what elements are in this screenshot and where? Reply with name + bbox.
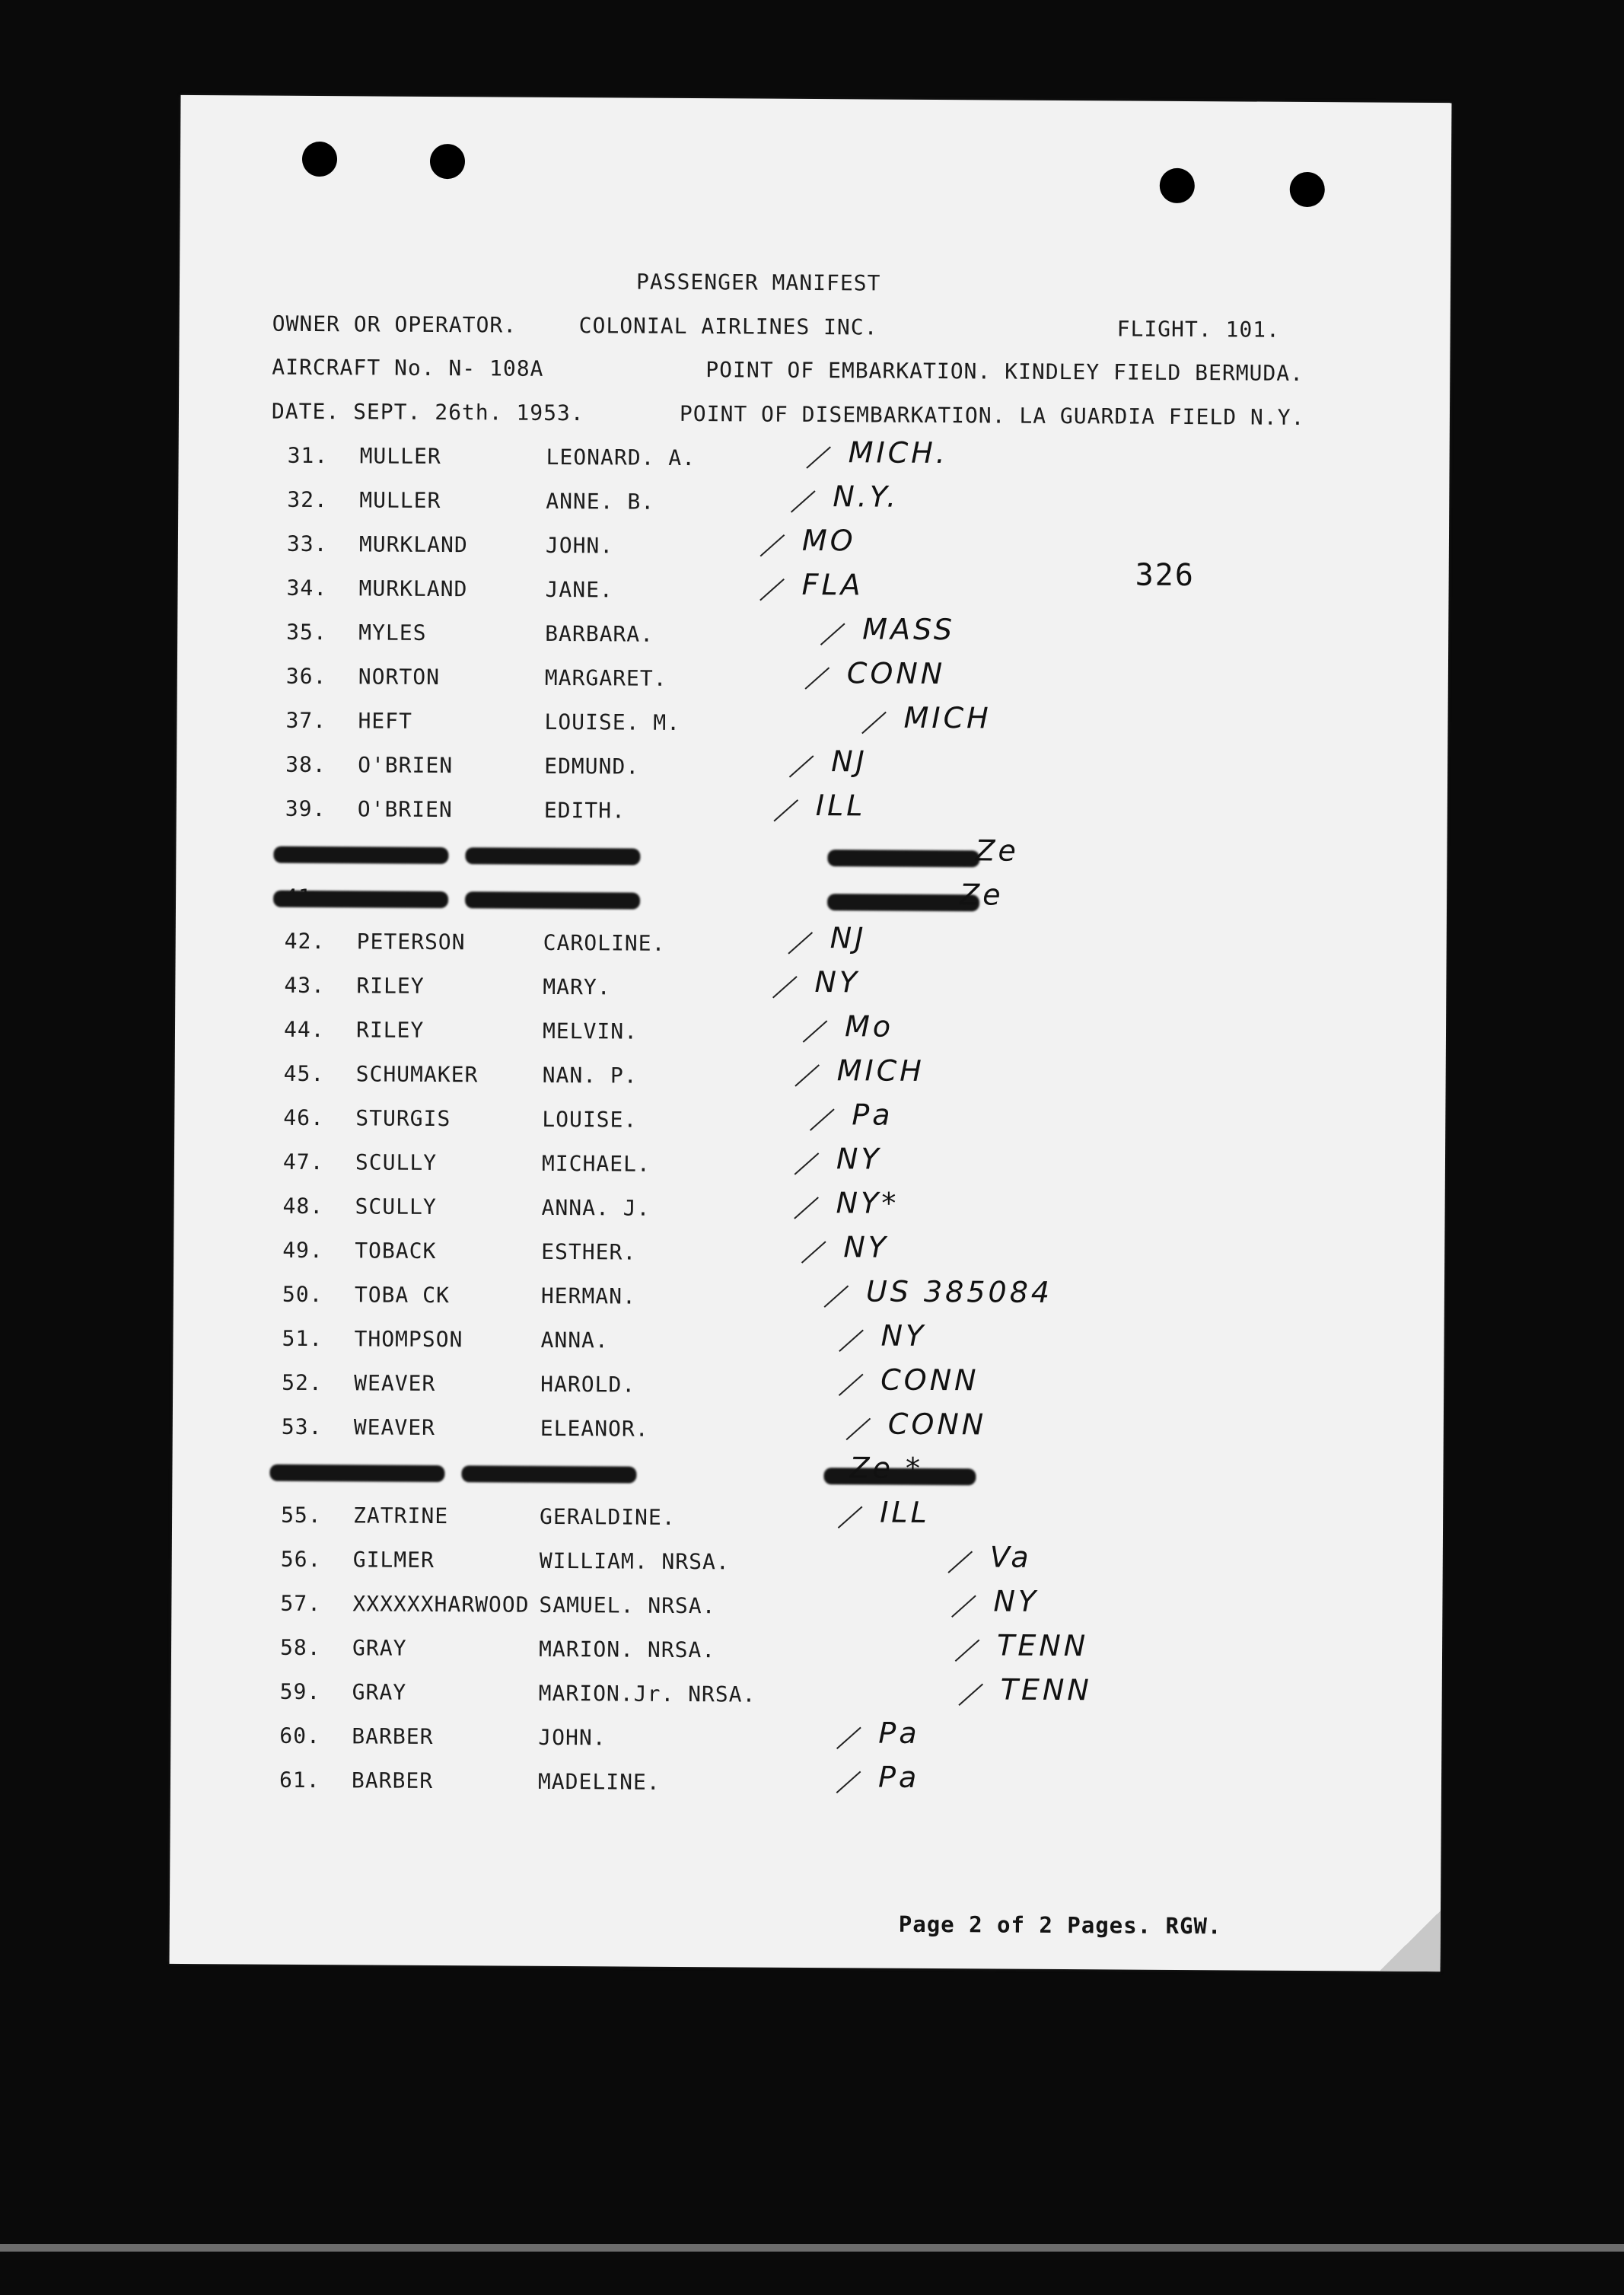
passenger-last-name: MULLER bbox=[359, 443, 441, 470]
handwritten-state-annotation: NJ bbox=[830, 921, 867, 955]
passenger-number: 46. bbox=[283, 1104, 324, 1131]
handwritten-state-annotation: CONN bbox=[846, 656, 946, 691]
passenger-number: 34. bbox=[286, 575, 328, 601]
passenger-row bbox=[174, 1186, 1239, 1230]
passenger-last-name: WEAVER bbox=[354, 1370, 436, 1396]
passenger-first-name: SAMUEL. NRSA. bbox=[539, 1592, 716, 1619]
passenger-row bbox=[174, 1098, 1240, 1142]
passenger-row bbox=[178, 480, 1243, 524]
passenger-number: 38. bbox=[285, 751, 326, 778]
passenger-last-name: SCULLY bbox=[355, 1194, 437, 1220]
passenger-last-name: WEAVER bbox=[353, 1414, 436, 1440]
passenger-row bbox=[178, 435, 1243, 480]
handwritten-state-annotation: NY bbox=[993, 1584, 1040, 1618]
handwritten-state-annotation: Pa bbox=[877, 1760, 920, 1794]
handwritten-state-annotation: MO bbox=[801, 523, 856, 558]
check-mark bbox=[772, 976, 798, 998]
handwritten-state-annotation: CONN bbox=[880, 1363, 979, 1398]
passenger-row bbox=[177, 789, 1242, 833]
manifest-date: DATE. SEPT. 26th. 1953. bbox=[271, 398, 584, 426]
handwritten-state-annotation: NY* bbox=[836, 1186, 900, 1220]
handwritten-state-annotation: TENN bbox=[1000, 1672, 1092, 1707]
passenger-last-name: RILEY bbox=[356, 973, 425, 999]
passenger-number: 60. bbox=[279, 1723, 321, 1749]
redacted-passenger-row bbox=[172, 1451, 1237, 1495]
passenger-row bbox=[175, 1009, 1240, 1053]
passenger-number: 35. bbox=[286, 619, 327, 645]
passenger-last-name: GILMER bbox=[352, 1547, 435, 1573]
passenger-first-name: NAN. P. bbox=[542, 1062, 638, 1089]
scanner-edge-strip bbox=[0, 2244, 1624, 2252]
handwritten-state-annotation: Ze bbox=[975, 834, 1020, 868]
passenger-number: 57. bbox=[280, 1590, 322, 1617]
passenger-number: 48. bbox=[282, 1193, 324, 1219]
passenger-last-name: TOBACK bbox=[355, 1238, 437, 1264]
check-mark bbox=[801, 1241, 826, 1263]
passenger-last-name: STURGIS bbox=[355, 1105, 451, 1132]
redacted-passenger-row bbox=[176, 834, 1241, 877]
check-mark bbox=[791, 490, 816, 512]
passenger-first-name: ANNA. bbox=[540, 1327, 609, 1353]
check-mark bbox=[839, 1374, 864, 1396]
passenger-number: 42. bbox=[284, 928, 326, 955]
folded-corner bbox=[1379, 1911, 1440, 1971]
passenger-last-name: O'BRIEN bbox=[357, 796, 453, 823]
passenger-first-name: JANE. bbox=[545, 576, 613, 603]
handwritten-state-annotation: Mo bbox=[844, 1009, 894, 1044]
passenger-number: 47. bbox=[282, 1149, 324, 1175]
handwritten-state-annotation: Ze * bbox=[849, 1451, 924, 1485]
passenger-last-name: MYLES bbox=[358, 620, 427, 645]
passenger-number: 37. bbox=[285, 707, 327, 734]
handwritten-state-annotation: MASS bbox=[862, 612, 956, 647]
punch-hole bbox=[430, 144, 465, 179]
check-mark bbox=[861, 712, 887, 734]
passenger-last-name: SCULLY bbox=[355, 1149, 438, 1176]
passenger-number: 55. bbox=[281, 1502, 322, 1528]
check-mark bbox=[788, 932, 813, 954]
check-mark bbox=[794, 1197, 819, 1219]
passenger-number: 61. bbox=[279, 1767, 320, 1793]
passenger-row bbox=[170, 1716, 1236, 1760]
passenger-row bbox=[177, 656, 1243, 700]
operator-name: COLONIAL AIRLINES INC. bbox=[578, 313, 878, 340]
check-mark bbox=[839, 1330, 864, 1352]
passenger-row bbox=[171, 1628, 1237, 1672]
flight-number: FLIGHT. 101. bbox=[1116, 316, 1281, 343]
handwritten-state-annotation: US 385084 bbox=[865, 1274, 1053, 1309]
handwritten-state-annotation: NY bbox=[843, 1230, 890, 1264]
handwritten-state-annotation: NJ bbox=[831, 744, 868, 779]
handwritten-state-annotation: Va bbox=[989, 1540, 1032, 1574]
passenger-last-name: MULLER bbox=[359, 487, 441, 514]
passenger-first-name: MARY. bbox=[543, 974, 611, 1000]
manifest-page bbox=[170, 95, 1452, 1971]
check-mark bbox=[955, 1640, 980, 1662]
passenger-number: 31. bbox=[287, 442, 329, 469]
check-mark bbox=[836, 1727, 861, 1749]
passenger-first-name: WILLIAM. NRSA. bbox=[539, 1548, 730, 1575]
handwritten-state-annotation: NY bbox=[814, 965, 861, 999]
handwritten-state-annotation: FLA bbox=[801, 567, 864, 602]
passenger-row bbox=[173, 1363, 1238, 1407]
passenger-row bbox=[174, 1274, 1239, 1318]
passenger-first-name: LEONARD. A. bbox=[546, 444, 696, 471]
passenger-last-name: O'BRIEN bbox=[358, 752, 454, 779]
passenger-number: 50. bbox=[282, 1281, 323, 1308]
passenger-first-name: HAROLD. bbox=[540, 1371, 636, 1398]
passenger-last-name: MURKLAND bbox=[358, 575, 468, 602]
handwritten-state-annotation: NY bbox=[880, 1318, 927, 1353]
point-of-disembarkation: POINT OF DISEMBARKATION. LA GUARDIA FIELD N.Y. bbox=[679, 400, 1305, 430]
handwritten-state-annotation: MICH bbox=[903, 700, 992, 735]
redaction-mark bbox=[461, 1465, 636, 1483]
redaction-mark bbox=[273, 891, 448, 908]
handwritten-state-annotation: ILL bbox=[815, 789, 866, 823]
passenger-first-name: MARION.Jr. NRSA. bbox=[538, 1680, 756, 1707]
check-mark bbox=[760, 534, 785, 556]
passenger-number: 59. bbox=[279, 1678, 321, 1705]
check-mark bbox=[804, 667, 830, 689]
handwritten-state-annotation: Ze bbox=[959, 878, 1004, 912]
passenger-number: 52. bbox=[282, 1369, 323, 1396]
passenger-row bbox=[170, 1760, 1236, 1804]
passenger-row bbox=[176, 921, 1241, 965]
passenger-row bbox=[174, 1230, 1239, 1274]
passenger-number: 56. bbox=[280, 1546, 322, 1573]
passenger-row bbox=[173, 1407, 1238, 1451]
passenger-row bbox=[175, 1053, 1240, 1098]
passenger-number: 33. bbox=[286, 531, 328, 557]
handwritten-state-annotation: MICH bbox=[836, 1053, 925, 1088]
passenger-number: 32. bbox=[287, 486, 328, 513]
passenger-first-name: MICHAEL. bbox=[541, 1150, 651, 1177]
check-mark bbox=[773, 799, 798, 821]
check-mark bbox=[951, 1595, 976, 1618]
passenger-last-name: ZATRINE bbox=[353, 1503, 449, 1529]
manifest-title: PASSENGER MANIFEST bbox=[635, 269, 881, 296]
handwritten-state-annotation: N.Y. bbox=[833, 480, 900, 514]
redaction-mark bbox=[827, 894, 979, 911]
passenger-row bbox=[173, 1318, 1238, 1363]
passenger-last-name: GRAY bbox=[352, 1635, 407, 1661]
redaction-mark bbox=[465, 847, 640, 865]
passenger-row bbox=[177, 744, 1242, 789]
passenger-first-name: ELEANOR. bbox=[540, 1415, 649, 1442]
passenger-first-name: GERALDINE. bbox=[540, 1503, 676, 1530]
passenger-last-name: NORTON bbox=[358, 664, 441, 690]
passenger-first-name: ANNE. B. bbox=[546, 488, 655, 515]
passenger-number: 53. bbox=[281, 1414, 323, 1440]
passenger-first-name: LOUISE. M. bbox=[544, 709, 681, 735]
passenger-number: 36. bbox=[285, 663, 327, 690]
passenger-last-name: PETERSON bbox=[356, 929, 466, 955]
passenger-first-name: BARBARA. bbox=[545, 620, 654, 647]
check-mark bbox=[794, 1152, 820, 1175]
punch-hole bbox=[302, 142, 337, 177]
page-footer: Page 2 of 2 Pages. RGW. bbox=[898, 1911, 1222, 1940]
punch-hole bbox=[1290, 172, 1325, 207]
passenger-last-name: BARBER bbox=[351, 1767, 434, 1793]
redaction-mark bbox=[269, 1465, 444, 1482]
passenger-row bbox=[171, 1672, 1237, 1716]
passenger-row bbox=[174, 1142, 1240, 1186]
passenger-last-name: SCHUMAKER bbox=[355, 1061, 479, 1088]
passenger-first-name: MADELINE. bbox=[537, 1768, 661, 1795]
passenger-number: 44. bbox=[283, 1016, 325, 1043]
redaction-mark bbox=[827, 849, 979, 867]
passenger-last-name: TOBA CK bbox=[354, 1282, 451, 1308]
passenger-row bbox=[177, 700, 1242, 744]
check-mark bbox=[803, 1020, 828, 1042]
passenger-number: 49. bbox=[282, 1237, 323, 1264]
redaction-mark bbox=[465, 891, 640, 909]
aircraft-number: AIRCRAFT No. N- 108A bbox=[272, 354, 544, 381]
check-mark bbox=[794, 1064, 820, 1086]
passenger-first-name: EDMUND. bbox=[544, 753, 640, 779]
page-stamp-number: 326 bbox=[1135, 557, 1196, 594]
passenger-first-name: HERMAN. bbox=[540, 1283, 637, 1309]
check-mark bbox=[838, 1506, 863, 1528]
passenger-first-name: JOHN. bbox=[545, 532, 614, 559]
passenger-last-name: GRAY bbox=[352, 1679, 407, 1705]
passenger-row bbox=[175, 965, 1240, 1009]
passenger-row bbox=[178, 523, 1243, 568]
check-mark bbox=[810, 1108, 835, 1130]
handwritten-state-annotation: Pa bbox=[852, 1098, 893, 1132]
handwritten-state-annotation: CONN bbox=[887, 1407, 987, 1442]
point-of-embarkation: POINT OF EMBARKATION. KINDLEY FIELD BERMUDA. bbox=[705, 357, 1304, 386]
passenger-number: 43. bbox=[284, 972, 326, 999]
passenger-first-name: ESTHER. bbox=[541, 1238, 637, 1265]
handwritten-state-annotation: ILL bbox=[880, 1495, 930, 1529]
handwritten-state-annotation: NY bbox=[836, 1142, 882, 1176]
passenger-number: 58. bbox=[279, 1634, 321, 1661]
redaction-mark bbox=[273, 846, 448, 864]
passenger-last-name: BARBER bbox=[352, 1723, 434, 1749]
passenger-first-name: CAROLINE. bbox=[543, 929, 666, 956]
passenger-row bbox=[177, 612, 1243, 656]
check-mark bbox=[789, 755, 814, 777]
passenger-last-name: HEFT bbox=[358, 708, 413, 734]
check-mark bbox=[806, 446, 831, 468]
passenger-first-name: MARGARET. bbox=[544, 665, 667, 691]
handwritten-state-annotation: Pa bbox=[878, 1716, 920, 1750]
passenger-number: 39. bbox=[285, 795, 326, 822]
passenger-first-name: MELVIN. bbox=[542, 1018, 638, 1044]
passenger-number: 51. bbox=[282, 1325, 323, 1352]
check-mark bbox=[836, 1771, 861, 1793]
check-mark bbox=[845, 1418, 871, 1440]
redacted-passenger-row bbox=[176, 878, 1241, 921]
handwritten-state-annotation: MICH. bbox=[848, 435, 948, 470]
passenger-first-name: LOUISE. bbox=[542, 1106, 638, 1133]
check-mark bbox=[824, 1286, 849, 1308]
punch-hole bbox=[1160, 168, 1195, 203]
check-mark bbox=[820, 623, 845, 645]
passenger-row bbox=[171, 1584, 1237, 1627]
passenger-row bbox=[177, 567, 1243, 612]
check-mark bbox=[759, 579, 785, 601]
passenger-row bbox=[172, 1540, 1237, 1583]
check-mark bbox=[947, 1551, 973, 1573]
passenger-first-name: JOHN. bbox=[538, 1724, 607, 1751]
passenger-last-name: RILEY bbox=[355, 1017, 425, 1043]
passenger-first-name: EDITH. bbox=[543, 797, 626, 824]
passenger-number: 45. bbox=[283, 1060, 325, 1087]
passenger-row bbox=[172, 1495, 1237, 1539]
owner-operator-label: OWNER OR OPERATOR. bbox=[272, 311, 517, 338]
passenger-first-name: MARION. NRSA. bbox=[538, 1636, 716, 1663]
handwritten-state-annotation: TENN bbox=[996, 1628, 1089, 1663]
passenger-last-name: THOMPSON bbox=[354, 1326, 463, 1353]
passenger-last-name: XXXXXXHARWOOD bbox=[352, 1591, 530, 1618]
passenger-first-name: ANNA. J. bbox=[541, 1194, 651, 1221]
passenger-last-name: MURKLAND bbox=[358, 531, 468, 558]
check-mark bbox=[958, 1684, 983, 1706]
